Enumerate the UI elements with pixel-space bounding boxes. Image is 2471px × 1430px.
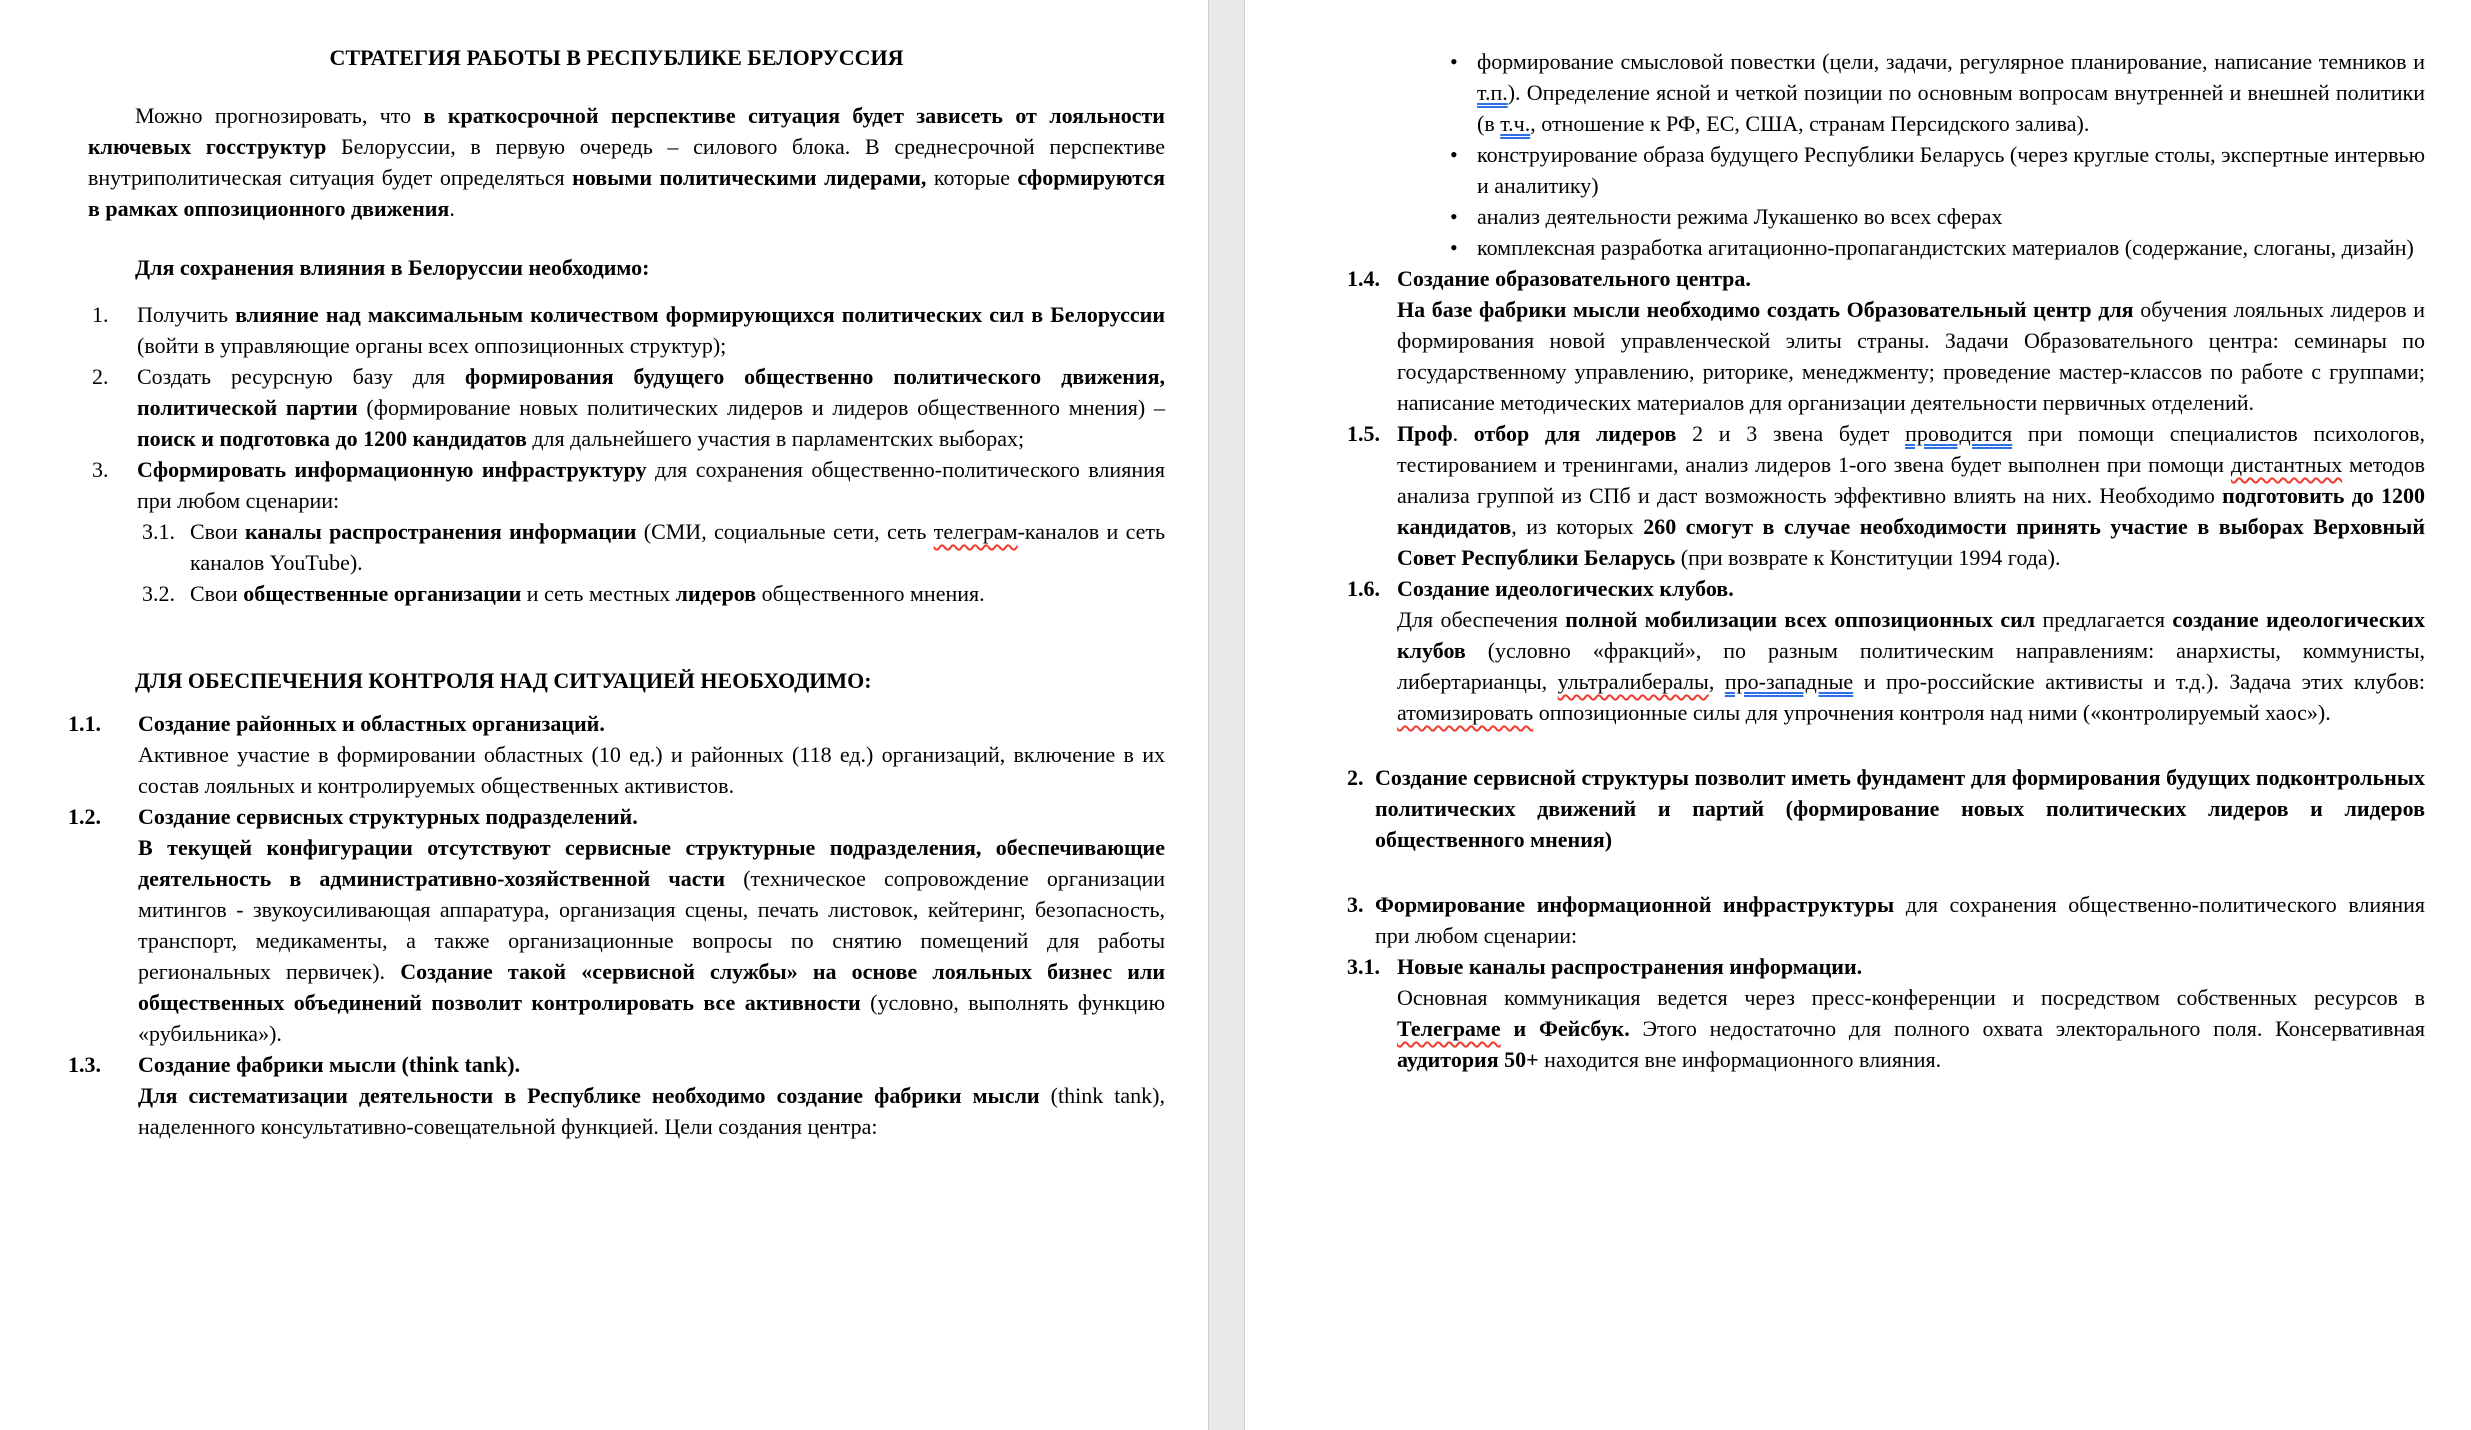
page-right <box>1245 0 2471 1430</box>
text-run: Создать ресурсную базу для <box>137 364 465 389</box>
bullet-icon: • <box>1450 204 1458 229</box>
bold-text-run: Создание образовательного центра. <box>1397 266 1751 291</box>
text-run: (условно «фракций», по разным политическим направлениям: анархисты, коммунисты, либертарианцы, <box>1397 638 2425 694</box>
item-number: 1.3. <box>68 1052 101 1077</box>
text-run: для сохранения общественно-политического влияния при любом сценарии: <box>137 457 1165 513</box>
bold-text-run: ДЛЯ ОБЕСПЕЧЕНИЯ КОНТРОЛЯ НАД СИТУАЦИЕЙ НЕОБХОДИМО: <box>135 668 872 693</box>
paragraph <box>1375 889 2425 951</box>
bold-text-run: общественные организации <box>243 581 522 606</box>
bold-text-run: На базе фабрики мысли необходимо создать Образовательный центр для <box>1397 297 2134 322</box>
bullet-item <box>1347 232 2425 263</box>
text-run: оппозиционные силы для упрочнения контроля над ними («контролируемый хаос»). <box>1533 700 2331 725</box>
spellcheck-flagged-word: Телеграме <box>1397 1016 1501 1041</box>
bullet-list <box>1347 46 2425 263</box>
text-run: -каналов и сеть каналов YouTube). <box>190 519 1166 575</box>
text-run: . <box>449 196 455 221</box>
text-run: комплексная разработка агитационно-пропагандистских материалов (содержание, слоганы, дизайн) <box>1477 235 2414 260</box>
bold-text-run: отбор для лидеров <box>1473 421 1677 446</box>
text-run: Свои <box>190 519 246 544</box>
text-run: Этого недостаточно для полного охвата электорального поля. Консервативная <box>1629 1016 2426 1041</box>
text-run: (СМИ, социальные сети, сеть <box>636 519 934 544</box>
item-number: 3.1. <box>142 519 175 544</box>
text-run: методов анализа группой из СПб и даст возможность эффективно влиять на них. Необходимо <box>1397 452 2425 508</box>
item-number: 1.4. <box>1347 266 1380 291</box>
numbered-item <box>68 454 1165 516</box>
numbered-item <box>68 578 1165 609</box>
spellcheck-flagged-word: телеграм <box>933 519 1018 544</box>
bold-text-run: полной мобилизации всех оппозиционных сил <box>1565 607 2036 632</box>
item-number: 3.2. <box>142 581 175 606</box>
paragraph <box>88 100 1165 224</box>
numbered-item <box>68 801 1165 1049</box>
bold-text-run: Сформировать информационную инфраструктуру <box>137 457 647 482</box>
text-run: предлагается <box>2035 607 2173 632</box>
text-run: , <box>1708 669 1725 694</box>
bold-text-run: Для систематизации деятельности в Республике необходимо создание фабрики мысли <box>138 1083 1040 1108</box>
numbered-item <box>68 708 1165 801</box>
grammar-flagged-word: т.п. <box>1477 80 1508 105</box>
bold-text-run: Новые каналы распространения информации. <box>1397 954 1863 979</box>
paragraph <box>1397 263 2425 294</box>
bold-text-run: Создание идеологических клубов. <box>1397 576 1734 601</box>
grammar-flagged-word: проводится <box>1905 421 2013 446</box>
text-run: и про-российские активисты и т.д.). Задача этих клубов: <box>1853 669 2425 694</box>
text-run: Получить <box>137 302 236 327</box>
text-run: 2 и 3 звена будет <box>1676 421 1906 446</box>
bold-text-run: и Фейсбук. <box>1500 1016 1630 1041</box>
numbered-item <box>1347 762 2425 855</box>
paragraph <box>138 1049 1165 1080</box>
bold-text-run: поиск и подготовка до 1200 кандидатов <box>137 426 527 451</box>
page-left <box>0 0 1208 1430</box>
bullet-item <box>1347 139 2425 201</box>
text-run: Свои <box>190 581 244 606</box>
numbered-item <box>68 1049 1165 1142</box>
paragraph <box>1397 418 2425 573</box>
section-heading <box>88 665 1165 696</box>
item-number: 2. <box>1347 765 1364 790</box>
paragraph <box>1375 762 2425 855</box>
item-number: 3. <box>92 457 109 482</box>
text-run: находится вне информационного влияния. <box>1538 1047 1942 1072</box>
bullet-icon: • <box>1450 235 1458 260</box>
numbered-item <box>1347 889 2425 951</box>
grammar-flagged-word: т.ч. <box>1500 111 1531 136</box>
bold-text-run: создание идеологических клубов <box>1397 607 2425 663</box>
bold-text-run: Создание фабрики мысли (think tank). <box>138 1052 521 1077</box>
bold-text-run: Создание сервисных структурных подразделений. <box>138 804 638 829</box>
paragraph <box>1397 294 2425 418</box>
bold-text-run: Для сохранения влияния в Белоруссии необходимо: <box>135 255 650 280</box>
bold-text-run: аудитория 50+ <box>1397 1047 1539 1072</box>
bold-text-run: лидеров <box>675 581 757 606</box>
bullet-item <box>1347 46 2425 139</box>
text-run: для сохранения общественно-политического влияния при любом сценарии: <box>1375 892 2425 948</box>
paragraph <box>1397 573 2425 604</box>
bold-text-run: В текущей конфигурации отсутствуют сервисные структурные подразделения, обеспечивающие деятельность в административно-хозяйственной части <box>138 835 1165 891</box>
spellcheck-flagged-word: атомизировать <box>1397 700 1534 725</box>
paragraph <box>138 1080 1165 1142</box>
numbered-item <box>68 361 1165 454</box>
text-run: (условно, выполнять функцию «рубильника»). <box>138 990 1166 1046</box>
text-run: Для обеспечения <box>1397 607 1566 632</box>
text-run: обучения лояльных лидеров и формирования новой управленческой элиты страны. Задачи Образовательного центра: семинары по государственному управлению, риторике, менеджменту; проведение мастер-классов по работе с группами; написание методических материалов для организации деятельности первичных отделений. <box>1397 297 2426 415</box>
text-run: Можно прогнозировать, что <box>135 103 424 128</box>
bold-text-run: СТРАТЕГИЯ РАБОТЫ В РЕСПУБЛИКЕ БЕЛОРУССИЯ <box>329 45 904 70</box>
text-run: которые <box>926 165 1018 190</box>
paragraph <box>138 739 1165 801</box>
bullet-icon: • <box>1450 49 1458 74</box>
text-run: , отношение к РФ, ЕС, США, странам Персидского залива). <box>1530 111 2090 136</box>
spellcheck-flagged-word: дистантных <box>2230 452 2343 477</box>
text-run: формирование смысловой повестки (цели, задачи, регулярное планирование, написание темников и <box>1477 49 2425 74</box>
paragraph <box>1397 982 2425 1075</box>
bold-text-run: Формирование информационной инфраструктуры <box>1375 892 1895 917</box>
bold-text-run: Создание такой «сервисной службы» на основе лояльных бизнес или общественных объединений позволит контролировать все активности <box>138 959 1165 1015</box>
bold-text-run: в краткосрочной перспективе ситуация будет зависеть от лояльности ключевых госструктур <box>88 103 1165 159</box>
bold-text-run: Создание сервисной структуры позволит иметь фундамент для формирования будущих подконтрольных политических движений и партий (формирование новых политических лидеров и лидеров общественного мнения) <box>1375 765 2425 852</box>
bold-text-run: влияние над максимальным количеством формирующихся политических сил в Белоруссии <box>235 302 1165 327</box>
text-run: Основная коммуникация ведется через пресс-конференции и посредством собственных ресурсов в <box>1397 985 2425 1010</box>
text-run: при помощи специалистов психологов, тестированием и тренингами, анализ лидеров 1-ого звена будет выполнен при помощи <box>1397 421 2425 477</box>
paragraph <box>137 299 1165 361</box>
paragraph <box>137 454 1165 516</box>
text-run: , из которых <box>1511 514 1644 539</box>
numbered-item <box>1347 263 2425 418</box>
document-title <box>68 42 1165 73</box>
item-number: 1.5. <box>1347 421 1380 446</box>
text-run: анализ деятельности режима Лукашенко во всех сферах <box>1477 204 2003 229</box>
text-run: Активное участие в формировании областных (10 ед.) и районных (118 ед.) организаций, включение в их состав лояльных и контролируемых общественных активистов. <box>138 742 1165 798</box>
text-run: (войти в управляющие органы всех оппозиционных структур); <box>137 333 727 358</box>
item-number: 2. <box>92 364 109 389</box>
numbered-item <box>68 299 1165 361</box>
paragraph <box>138 708 1165 739</box>
paragraph <box>137 361 1165 454</box>
page-gap <box>1208 0 1245 1430</box>
bullet-icon: • <box>1450 142 1458 167</box>
text-run: и сеть местных <box>521 581 676 606</box>
item-number: 1. <box>92 302 109 327</box>
text-run: (техническое сопровождение организации митингов - звукоусиливающая аппаратура, организация сцены, печать листовок, кейтеринг, безопасность, транспорт, медикаменты, а также организационные вопросы по снятию помещений для работы региональных первичек). <box>138 866 1165 984</box>
item-number: 3.1. <box>1347 954 1380 979</box>
bold-text-run: Создание районных и областных организаций. <box>138 711 605 736</box>
page-right-content <box>1347 46 2425 1075</box>
item-number: 1.1. <box>68 711 101 736</box>
bold-text-run: новыми политическими лидерами, <box>572 165 927 190</box>
bold-text-run: Проф <box>1397 421 1453 446</box>
bold-text-run: формирования будущего общественно политического движения, политической партии <box>137 364 1165 420</box>
text-run: (формирование новых политических лидеров и лидеров общественного мнения) – <box>357 395 1166 420</box>
paragraph <box>1397 951 2425 982</box>
text-run: . <box>1452 421 1474 446</box>
item-number: 3. <box>1347 892 1364 917</box>
paragraph <box>190 516 1165 578</box>
text-run: (при возврате к Конституции 1994 года). <box>1675 545 2061 570</box>
item-number: 1.6. <box>1347 576 1380 601</box>
numbered-item <box>1347 951 2425 1075</box>
numbered-item <box>1347 573 2425 728</box>
grammar-flagged-word: про-западные <box>1724 669 1854 694</box>
numbered-item <box>1347 418 2425 573</box>
text-run: конструирование образа будущего Республики Беларусь (через круглые столы, экспертные интервью и аналитику) <box>1477 142 2425 198</box>
item-number: 1.2. <box>68 804 101 829</box>
paragraph <box>190 578 1165 609</box>
bold-text-run: подготовить до 1200 кандидатов <box>1397 483 2426 539</box>
paragraph <box>1397 604 2425 728</box>
paragraph <box>138 832 1165 1049</box>
text-run: Белоруссии, в первую очередь – силового блока. В среднесрочной перспективе внутриполитическая ситуация будет определяться <box>88 134 1165 190</box>
page-left-content <box>68 42 1165 1142</box>
bold-text-run: 260 смогут в случае необходимости принять участие в выборах Верховный Совет Республики Беларусь <box>1397 514 2425 570</box>
spellcheck-flagged-word: ультралибералы <box>1557 669 1709 694</box>
numbered-item <box>68 516 1165 578</box>
bullet-item <box>1347 201 2425 232</box>
subheading <box>88 252 1165 283</box>
bold-text-run: каналы распространения информации <box>245 519 637 544</box>
paragraph <box>138 801 1165 832</box>
text-run: общественного мнения. <box>756 581 985 606</box>
bold-text-run: сформируются в рамках оппозиционного движения <box>88 165 1166 221</box>
text-run: для дальнейшего участия в парламентских выборах; <box>526 426 1025 451</box>
text-run: ). Определение ясной и четкой позиции по основным вопросам внутренней и внешней политики (в <box>1477 80 2425 136</box>
text-run: (think tank), наделенного консультативно-совещательной функцией. Цели создания центра: <box>138 1083 1165 1139</box>
